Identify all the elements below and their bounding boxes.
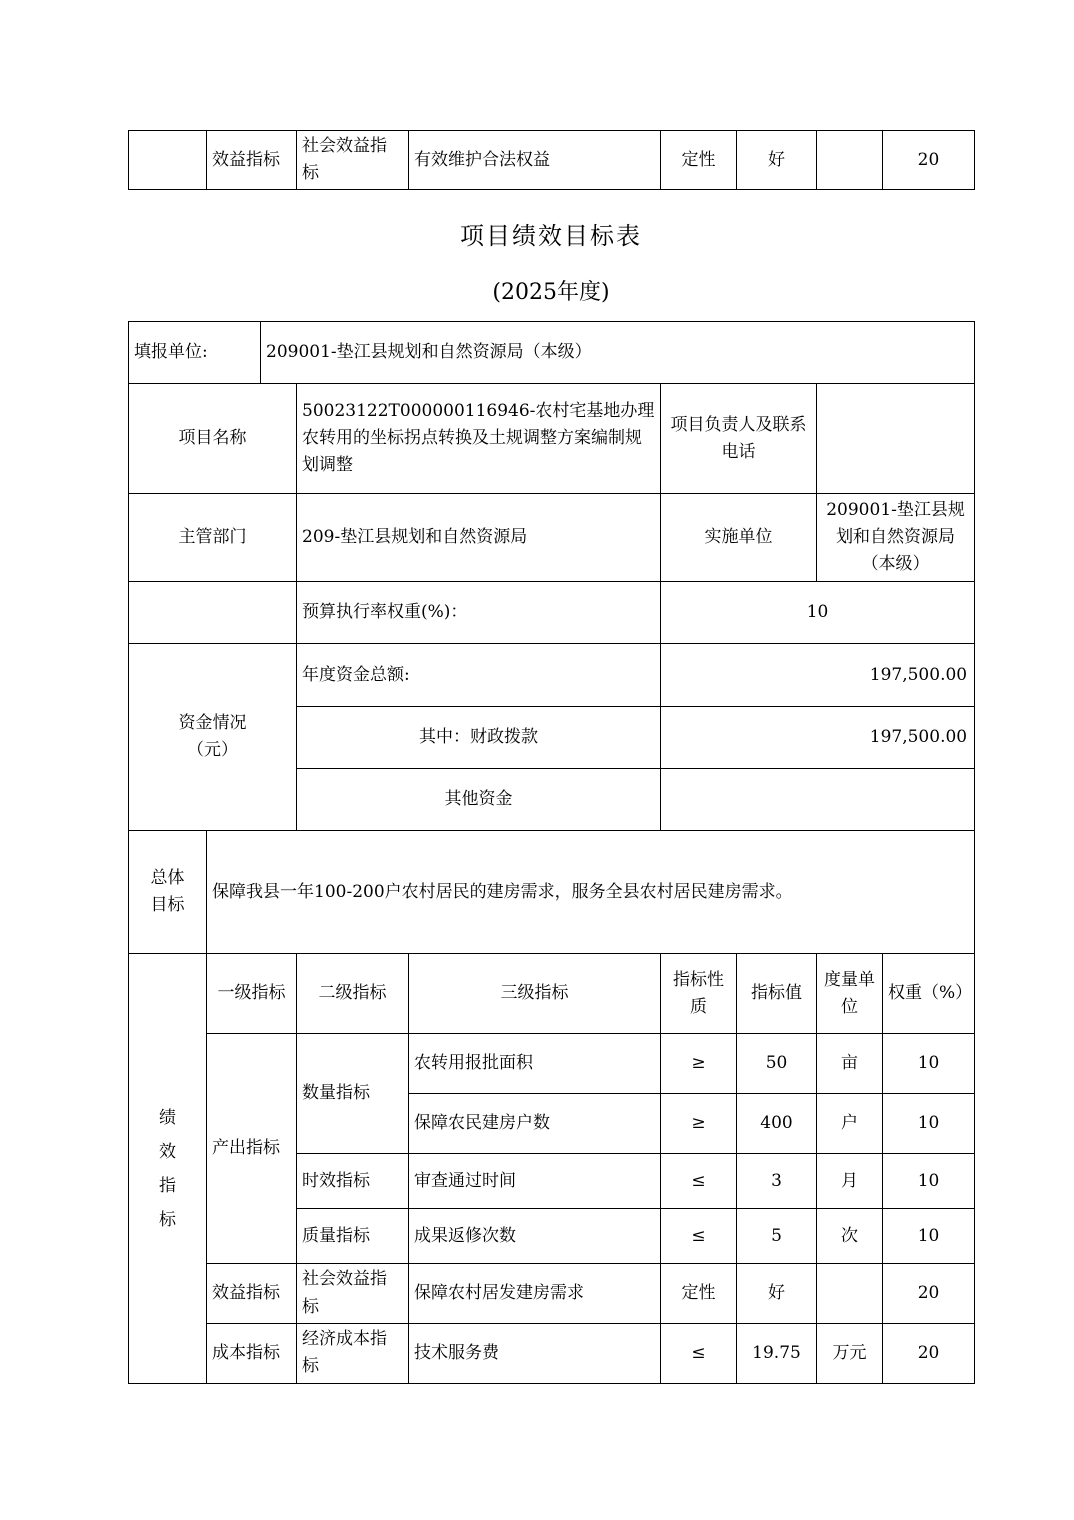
carryover-table [128,130,975,190]
table-row [129,644,975,707]
overall-goal-label-line2: 目标 [150,895,185,916]
table-row [129,322,975,384]
indicator-level3-cell: 审查通过时间 [409,1154,661,1209]
indicator-level2-cell: 经济成本指标 [297,1323,409,1383]
reporting-unit-label-cell: 填报单位: [129,322,261,384]
indicator-unit-cell: 户 [817,1094,883,1154]
header-weight-cell: 权重（%） [883,954,975,1034]
indicator-weight-cell: 10 [883,1094,975,1154]
indicator-level3-cell: 成果返修次数 [409,1209,661,1264]
indicator-level2-cell: 社会效益指标 [297,1264,409,1323]
impl-unit-label-cell: 实施单位 [661,494,817,582]
table-row [129,1323,975,1383]
carryover-level1-cell: 效益指标 [207,131,297,190]
header-value-cell: 指标值 [737,954,817,1034]
funds-label-line2: （元） [187,740,238,761]
document-page [128,130,974,1384]
indicator-level1-cell: 成本指标 [207,1323,297,1383]
indicator-weight-cell: 20 [883,1323,975,1383]
indicator-unit-cell [817,1264,883,1323]
indicator-value-cell: 400 [737,1094,817,1154]
funds-other-value-cell [661,769,975,831]
header-unit-cell: 度量单位 [817,954,883,1034]
carryover-unit-cell [817,131,883,190]
indicators-left-label-cell [129,954,207,1383]
indicator-weight-cell: 10 [883,1034,975,1094]
indicator-unit-cell: 万元 [817,1323,883,1383]
funds-fiscal-label-cell: 其中：财政拨款 [297,707,661,769]
indicator-value-cell: 好 [737,1264,817,1323]
header-nature-cell: 指标性质 [661,954,737,1034]
carryover-level2-cell: 社会效益指标 [297,131,409,190]
carryover-value-cell: 好 [737,131,817,190]
indicator-level1-cell: 产出指标 [207,1034,297,1264]
project-name-label-cell: 项目名称 [129,384,297,494]
reporting-unit-value-cell: 209001-垫江县规划和自然资源局（本级） [261,322,975,384]
indicator-value-cell: 5 [737,1209,817,1264]
overall-goal-value-cell: 保障我县一年100-200户农村居民的建房需求，服务全县农村居民建房需求。 [207,831,975,954]
main-table [128,321,975,1383]
indicator-nature-cell: ≥ [661,1094,737,1154]
carryover-level3-cell: 有效维护合法权益 [409,131,661,190]
funds-total-label-cell: 年度资金总额: [297,644,661,707]
table-row [129,384,975,494]
project-leader-label-cell: 项目负责人及联系电话 [661,384,817,494]
funds-total-value-cell: 197,500.00 [661,644,975,707]
header-level1-cell: 一级指标 [207,954,297,1034]
indicator-unit-cell: 次 [817,1209,883,1264]
header-level3-cell: 三级指标 [409,954,661,1034]
indicator-nature-cell: ≤ [661,1209,737,1264]
budget-rate-spacer-cell [129,582,297,644]
table-row [129,494,975,582]
indicator-level2-cell: 时效指标 [297,1154,409,1209]
table-row [129,1034,975,1094]
carryover-weight-cell: 20 [883,131,975,190]
table-row [129,831,975,954]
indicator-value-cell: 19.75 [737,1323,817,1383]
page-title: 项目绩效目标表 [460,222,642,251]
indicator-level3-cell: 技术服务费 [409,1323,661,1383]
dept-label-cell: 主管部门 [129,494,297,582]
table-row [129,954,975,1034]
indicator-level3-cell: 农转用报批面积 [409,1034,661,1094]
header-level2-cell: 二级指标 [297,954,409,1034]
indicator-nature-cell: ≤ [661,1154,737,1209]
table-row [129,582,975,644]
overall-goal-label-cell [129,831,207,954]
indicator-nature-cell: 定性 [661,1264,737,1323]
budget-rate-value-cell: 10 [661,582,975,644]
indicator-value-cell: 50 [737,1034,817,1094]
funds-fiscal-value-cell: 197,500.00 [661,707,975,769]
indicator-unit-cell: 亩 [817,1034,883,1094]
indicator-weight-cell: 20 [883,1264,975,1323]
indicator-unit-cell: 月 [817,1154,883,1209]
indicator-level1-cell: 效益指标 [207,1264,297,1323]
project-leader-value-cell [817,384,975,494]
indicator-weight-cell: 10 [883,1154,975,1209]
funds-label-cell [129,644,297,831]
funds-label-line1: 资金情况 [178,713,247,734]
project-name-value-cell: 50023122T000000116946-农村宅基地办理农转用的坐标拐点转换及土规调整方案编制规划调整 [297,384,661,494]
indicator-value-cell: 3 [737,1154,817,1209]
carryover-spacer-cell [129,131,207,190]
budget-rate-label-cell: 预算执行率权重(%)： [297,582,661,644]
indicator-level2-cell: 数量指标 [297,1034,409,1154]
indicator-nature-cell: ≥ [661,1034,737,1094]
indicator-weight-cell: 10 [883,1209,975,1264]
page-subtitle: (2025年度) [492,280,610,306]
overall-goal-label-line1: 总体 [150,868,185,889]
indicator-nature-cell: ≤ [661,1323,737,1383]
impl-unit-value-cell: 209001-垫江县规划和自然资源局（本级） [817,494,975,582]
table-row [129,1264,975,1323]
indicator-level3-cell: 保障农村居发建房需求 [409,1264,661,1323]
indicator-level3-cell: 保障农民建房户数 [409,1094,661,1154]
indicator-level2-cell: 质量指标 [297,1209,409,1264]
carryover-nature-cell: 定性 [661,131,737,190]
indicators-left-label: 绩效指标 [159,1107,176,1230]
funds-other-label-cell: 其他资金 [297,769,661,831]
dept-value-cell: 209-垫江县规划和自然资源局 [297,494,661,582]
table-row [129,131,975,190]
